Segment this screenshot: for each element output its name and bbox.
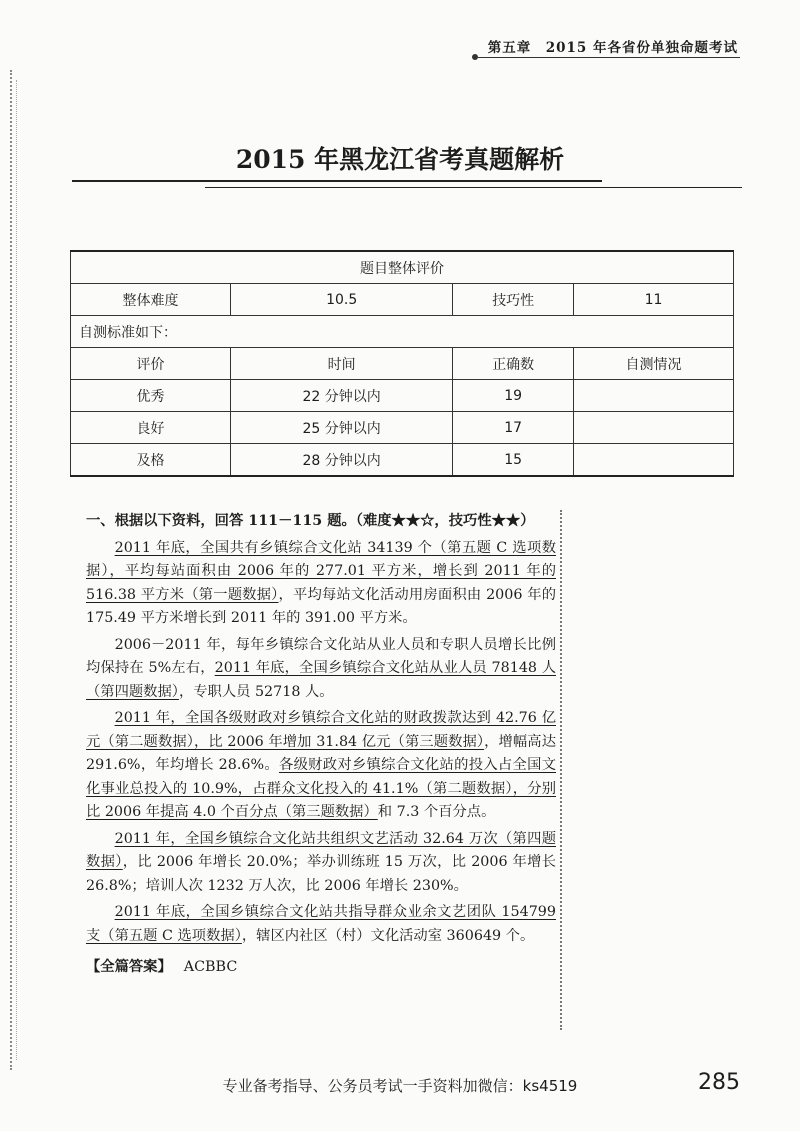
grade-cell: 优秀 (71, 380, 231, 412)
table-header: 自测情况 (574, 348, 734, 380)
correct-cell: 15 (453, 444, 574, 477)
grade-cell: 及格 (71, 444, 231, 477)
evaluation-table (70, 250, 734, 477)
table-row (71, 412, 734, 444)
title-rule (72, 180, 602, 182)
paragraph-1 (86, 537, 556, 631)
answer-label: 【全篇答案】 (86, 959, 172, 975)
self-cell (574, 380, 734, 412)
page-number: 285 (698, 1070, 740, 1095)
underlined-text: 各级财政对乡镇综合文化站的投入占全国文化事业总投入的 10.9%，占群众文化投入的 41.1%（第二题数据），分别比 2006 年提高 4.0 个百分点（第三题数据） (86, 757, 557, 820)
time-cell: 25 分钟以内 (230, 412, 452, 444)
paragraph-5 (86, 901, 556, 948)
standard-label: 自测标准如下： (71, 316, 734, 348)
binding-dots (10, 70, 12, 1070)
plain-text: ，专职人员 52718 人。 (178, 683, 334, 700)
running-header: 第五章 2015 年各省份单独命题考试 (487, 40, 738, 56)
correct-cell: 17 (453, 412, 574, 444)
difficulty-label: 整体难度 (71, 284, 231, 316)
margin-divider (560, 510, 562, 1030)
table-header: 时间 (230, 348, 452, 380)
difficulty-value: 10.5 (230, 284, 452, 316)
table-caption: 题目整体评价 (71, 251, 734, 284)
plain-text: 和 7.3 个百分点。 (377, 804, 496, 820)
underlined-text: 2011 年底，全国乡镇综合文化站共指导群众业余文艺团队 154799 支（第五题 C 选项数据） (86, 904, 556, 944)
grade-cell: 良好 (71, 412, 231, 444)
binding-dots-inner (16, 80, 17, 1060)
table-header: 正确数 (453, 348, 574, 380)
plain-text: ，比 2006 年增长 20.0%；举办训练班 15 万次，比 2006 年增长 26.8%；培训人次 1232 万人次，比 2006 年增长 230%。 (86, 854, 556, 894)
plain-text: ，增幅高达 291.6%，年均增长 28.6%。 (86, 733, 556, 773)
self-cell (574, 444, 734, 477)
answer-value: ACBBC (183, 959, 238, 975)
underlined-text: 2011 年，全国乡镇综合文化站共组织文艺活动 32.64 万次（第四题数据） (86, 830, 556, 870)
underlined-text: 2011 年，全国各级财政对乡镇综合文化站的财政拨款达到 42.76 亿元（第二题数据），比 2006 年增加 31.84 亿元（第三题数据） (86, 710, 556, 750)
table-row (71, 444, 734, 477)
underlined-text: 2011 年底，全国乡镇综合文化站从业人员 78148 人（第四题数据） (86, 660, 556, 700)
footer-text: 专业备考指导、公务员考试一手资料加微信：ks4519 (222, 1077, 578, 1095)
plain-text: ，平均每站文化活动用房面积由 2006 年的 175.49 平方米增长到 2011 年的 391.00 平方米。 (86, 586, 556, 626)
question-heading: 一、根据以下资料，回答 111－115 题。（难度★★☆，技巧性★★） (86, 513, 535, 529)
plain-text: 2006－2011 年，每年乡镇综合文化站从业人员和专职人员增长比例均保持在 5%左右， (86, 636, 556, 676)
time-cell: 28 分钟以内 (230, 444, 452, 477)
table-row (71, 380, 734, 412)
underlined-text: 2011 年底，全国共有乡镇综合文化站 34139 个（第五题 C 选项数据），平均每站面积由 2006 年的 277.01 平方米，增长到 2011 年的 516.38 平方米（第一题数据） (86, 539, 556, 603)
paragraph-4 (86, 828, 556, 899)
question-body (86, 510, 556, 980)
paragraph-2 (86, 634, 556, 705)
page-title: 2015 年黑龙江省考真题解析 (235, 145, 565, 174)
paragraph-3 (86, 707, 556, 825)
answer-line (86, 956, 556, 980)
correct-cell: 19 (453, 380, 574, 412)
title-rule-secondary (205, 187, 742, 188)
table-header: 评价 (71, 348, 231, 380)
skill-label: 技巧性 (453, 284, 574, 316)
plain-text: ，辖区内社区（村）文化活动室 360649 个。 (241, 927, 535, 944)
time-cell: 22 分钟以内 (230, 380, 452, 412)
skill-value: 11 (574, 284, 734, 316)
header-rule (478, 57, 740, 58)
self-cell (574, 412, 734, 444)
